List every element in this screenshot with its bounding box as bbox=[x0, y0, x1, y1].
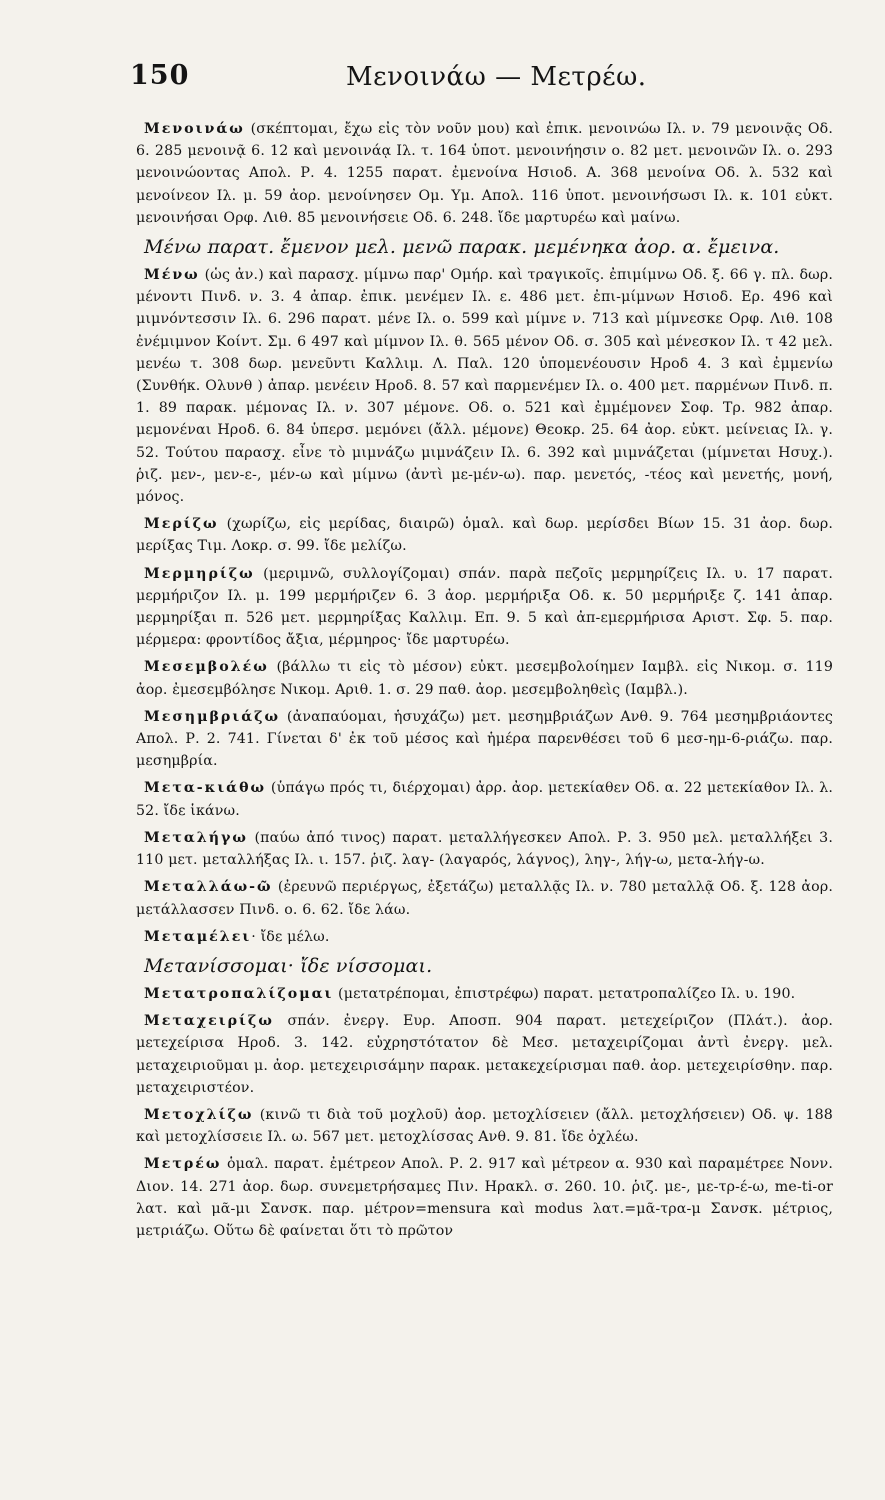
entry-headword: Μερίζω bbox=[144, 516, 219, 533]
entry-text: σπάν. ἐνεργ. Ευρ. Αποσπ. 904 παρατ. μετεχείριζον (Πλάτ.). ἀορ. μετεχείρισα Ηροδ. 3. 142. εὐχρηστότατον δὲ Μεσ. μεταχειρίζομαι ἀντὶ ἐνεργ. μελ. μεταχειριοῦμαι μ. ἀορ. μετεχειρισάμην παρακ. μετακεχείρισμαι παθ. ἀορ. μετεχειρίσθην. παρ. μεταχειριστέον. bbox=[136, 1013, 833, 1096]
page-number: 150 bbox=[130, 60, 190, 91]
entry-headword: Μεταμέλει bbox=[144, 928, 252, 945]
dictionary-entry bbox=[136, 983, 833, 1005]
entry-text: (μετατρέπομαι, ἐπιστρέφω) παρατ. μετατροπαλίζεο Ιλ. υ. 190. bbox=[333, 985, 796, 1002]
entry-headword: Μετρέω bbox=[144, 1156, 222, 1173]
entry-headword: Μεταχειρίζω bbox=[144, 1013, 274, 1030]
dictionary-entry bbox=[136, 876, 833, 920]
entry-text: · ἴδε μέλω. bbox=[251, 928, 330, 945]
entry-headword: Μερμηρίζω bbox=[144, 565, 255, 582]
entry-headword: Μεσεμβολέω bbox=[144, 659, 269, 676]
entry-text: Μετανίσσομαι· ἴδε νίσσομαι. bbox=[144, 954, 433, 977]
entry-text: (κινῶ τι διὰ τοῦ μοχλοῦ) ἀορ. μετοχλίσειεν (ἄλλ. μετοχλήσειεν) Οδ. ψ. 188 καὶ μετοχλίσσειε Ιλ. ω. 567 μετ. μετοχλίσσας Ανθ. 9. 81. ἴδε ὀχλέω. bbox=[136, 1106, 833, 1146]
dictionary-entry bbox=[136, 563, 833, 652]
running-head: Μενοινάω — Μετρέω. bbox=[346, 62, 647, 92]
dictionary-entry bbox=[136, 777, 833, 821]
entry-headword: Μενοινάω bbox=[144, 121, 245, 137]
entry-text: (ὡς ἀν.) καὶ παρασχ. μίμνω παρ' Ομήρ. καὶ τραγικοῖς. ἐπιμίμνω Οδ. ξ. 66 γ. πλ. δωρ. μένοντι Πινδ. ν. 3. 4 ἀπαρ. ἐπικ. μενέμεν Ιλ. ε. 486 μετ. ἐπι-μίμνων Ησιοδ. Ερ. 496 καὶ μιμνόντεσσιν Ιλ. 6. 296 παρατ. μένε Ιλ. ο. 599 καὶ μίμνε ν. 713 καὶ μίμνεσκε Ορφ. Λιθ. 108 ἐνέμιμνον Κοίντ. Σμ. 6 497 καὶ μίμνον Ιλ. θ. 565 μένον Οδ. σ. 305 καὶ μένεσκον Ιλ. τ 42 μελ. μενέω τ. 308 δωρ. μενεῦντι Καλλιμ. Λ. Παλ. 120 ὑπομενέουσιν Ηροδ 4. 3 καὶ ἐμμενίω (Συνθήκ. Ολυνθ ) ἀπαρ. μενέειν Ηροδ. 8. 57 καὶ παρμενέμεν Ιλ. ο. 400 μετ. παρμένων Πινδ. π. 1. 89 παρακ. μέμονας Ιλ. ν. 307 μέμονε. Οδ. ο. 521 καὶ ἐμμέμονεν Σοφ. Τρ. 982 ἀπαρ. μεμονέναι Ηροδ. 6. 84 ὑπερσ. μεμόνει (ἄλλ. μέμονε) Θεοκρ. 25. 64 ἀορ. εὐκτ. μείνειας Ιλ. γ. 52. Τούτου παρασχ. εἶνε τὸ μιμνάζω μιμνάζειν Ιλ. 6. 392 καὶ μιμνάζεται (μίμνεται Ησυχ.). ῥιζ. μεν-, μεν-ε-, μέν-ω καὶ μίμνω (ἀντὶ με-μέν-ω). παρ. μενετός, -τέος καὶ μενετής, μονή, μόνος. bbox=[136, 267, 833, 506]
dictionary-entry bbox=[136, 656, 833, 700]
dictionary-entry bbox=[136, 954, 833, 979]
dictionary-entry bbox=[136, 264, 833, 508]
dictionary-entry bbox=[136, 1104, 833, 1148]
dictionary-entry bbox=[136, 1010, 833, 1099]
dictionary-entry bbox=[136, 235, 833, 260]
dictionary-entry bbox=[136, 118, 833, 229]
entry-text: ὁμαλ. παρατ. ἐμέτρεον Απολ. Ρ. 2. 917 καὶ μέτρεον α. 930 καὶ παραμέτρεε Νονν. Διον. 14. 271 ἀορ. δωρ. συνεμετρήσαμες Πιν. Ηρακλ. σ. 260. 10. ῥιζ. με-, με-τρ-έ-ω, me-ti-or λατ. καὶ μᾶ-μι Σανσκ. παρ. μέτρον=mensura καὶ modus λατ.=μᾶ-τρα-μ Σανσκ. μέτριος, μετριάζω. Οὕτω δὲ φαίνεται ὅτι τὸ πρῶτον bbox=[136, 1156, 833, 1239]
dictionary-entry bbox=[136, 926, 833, 948]
dictionary-entry bbox=[136, 827, 833, 871]
entry-text: (ἀναπαύομαι, ἡσυχάζω) μετ. μεσημβριάζων Ανθ. 9. 764 μεσημβριάοντες Απολ. Ρ. 2. 741. Γίνεται δ' ἐκ τοῦ μέσος καὶ ἡμέρα παρενθέσει τοῦ 6 μεσ-ημ-6-ριάζω. παρ. μεσημβρία. bbox=[136, 708, 833, 770]
entry-text: (μεριμνῶ, συλλογίζομαι) σπάν. παρὰ πεζοῖς μερμηρίζεις Ιλ. υ. 17 παρατ. μερμήριζον Ιλ. μ. 199 μερμήριζεν 6. 3 ἀορ. μερμήριξα Οδ. κ. 50 μερμήριξε ζ. 141 ἀπαρ. μερμηρίξαι π. 526 μετ. μερμηρίξας Καλλιμ. Επ. 9. 5 καὶ ἀπ-εμερμήρισα Αριστ. Σφ. 5. παρ. μέρμερα: φροντίδος ἄξια, μέρμηρος· ἴδε μαρτυρέω. bbox=[136, 565, 833, 649]
entry-headword: Μεσημβριάζω bbox=[144, 708, 281, 725]
entry-text: (σκέπτομαι, ἔχω εἰς τὸν νοῦν μου) καὶ ἐπικ. μενοινώω Ιλ. ν. 79 μενοινᾷς Οδ. 6. 285 μενοινᾷ 6. 12 καὶ μενοινάᾳ Ιλ. τ. 164 ὑποτ. μενοινήησιν ο. 82 μετ. μενοινῶν Ιλ. ο. 293 μενοινώοντας Απολ. Ρ. 4. 1255 παρατ. ἐμενοίνα Ησιοδ. Α. 368 μενοίνα Οδ. λ. 532 καὶ μενοίνεον Ιλ. μ. 59 ἀορ. μενοίνησεν Ομ. Υμ. Απολ. 116 ὑποτ. μενοινήσωσι Ιλ. κ. 101 εὐκτ. μενοινήσαι Ορφ. Λιθ. 85 μενοινήσειε Οδ. 6. 248. ἴδε μαρτυρέω καὶ μαίνω. bbox=[136, 121, 833, 226]
entries-column bbox=[136, 118, 833, 1247]
entry-headword: Μετα-κιάθω bbox=[144, 780, 267, 797]
entry-text: (παύω ἀπό τινος) παρατ. μεταλλήγεσκεν Απολ. Ρ. 3. 950 μελ. μεταλλήξει 3. 110 μετ. μεταλλήξας Ιλ. ι. 157. ῥιζ. λαγ- (λαγαρός, λάγνος), ληγ-, λήγ-ω, μετα-λήγ-ω. bbox=[136, 829, 833, 869]
entry-headword: Μεταλήγω bbox=[144, 829, 248, 846]
dictionary-entry bbox=[136, 706, 833, 773]
entry-text: (βάλλω τι εἰς τὸ μέσον) εὐκτ. μεσεμβολοίημεν Ιαμβλ. εἰς Νικομ. σ. 119 ἀορ. ἐμεσεμβόλησε Νικομ. Αριθ. 1. σ. 29 παθ. ἀορ. μεσεμβοληθεὶς (Ιαμβλ.). bbox=[136, 659, 833, 698]
entry-headword: Μετοχλίζω bbox=[144, 1106, 254, 1123]
entry-headword: Μένω bbox=[144, 267, 200, 284]
entry-text: (ὑπάγω πρός τι, διέρχομαι) ἀρρ. ἀορ. μετεκίαθεν Οδ. α. 22 μετεκίαθον Ιλ. λ. 52. ἴδε ἱκάνω. bbox=[136, 780, 833, 819]
dictionary-entry bbox=[136, 513, 833, 557]
page-header bbox=[130, 58, 833, 98]
dictionary-entry bbox=[136, 1153, 833, 1242]
entry-text: (χωρίζω, εἰς μερίδας, διαιρῶ) ὁμαλ. καὶ δωρ. μερίσδει Βίων 15. 31 ἀορ. δωρ. μερίξας Τιμ. Λοκρ. σ. 99. ἴδε μελίζω. bbox=[136, 516, 833, 555]
entry-text: Μένω παρατ. ἔμενον μελ. μενῶ παρακ. μεμένηκα ἀορ. α. ἔμεινα. bbox=[144, 236, 780, 259]
entry-text: (ἐρευνῶ περιέργως, ἐξετάζω) μεταλλᾷς Ιλ. ν. 780 μεταλλᾷ Οδ. ξ. 128 ἀορ. μετάλλασσεν Πινδ. ο. 6. 62. ἴδε λάω. bbox=[136, 879, 833, 918]
entry-headword: Μεταλλάω-ῶ bbox=[144, 879, 273, 896]
entry-headword: Μετατροπαλίζομαι bbox=[144, 985, 334, 1002]
